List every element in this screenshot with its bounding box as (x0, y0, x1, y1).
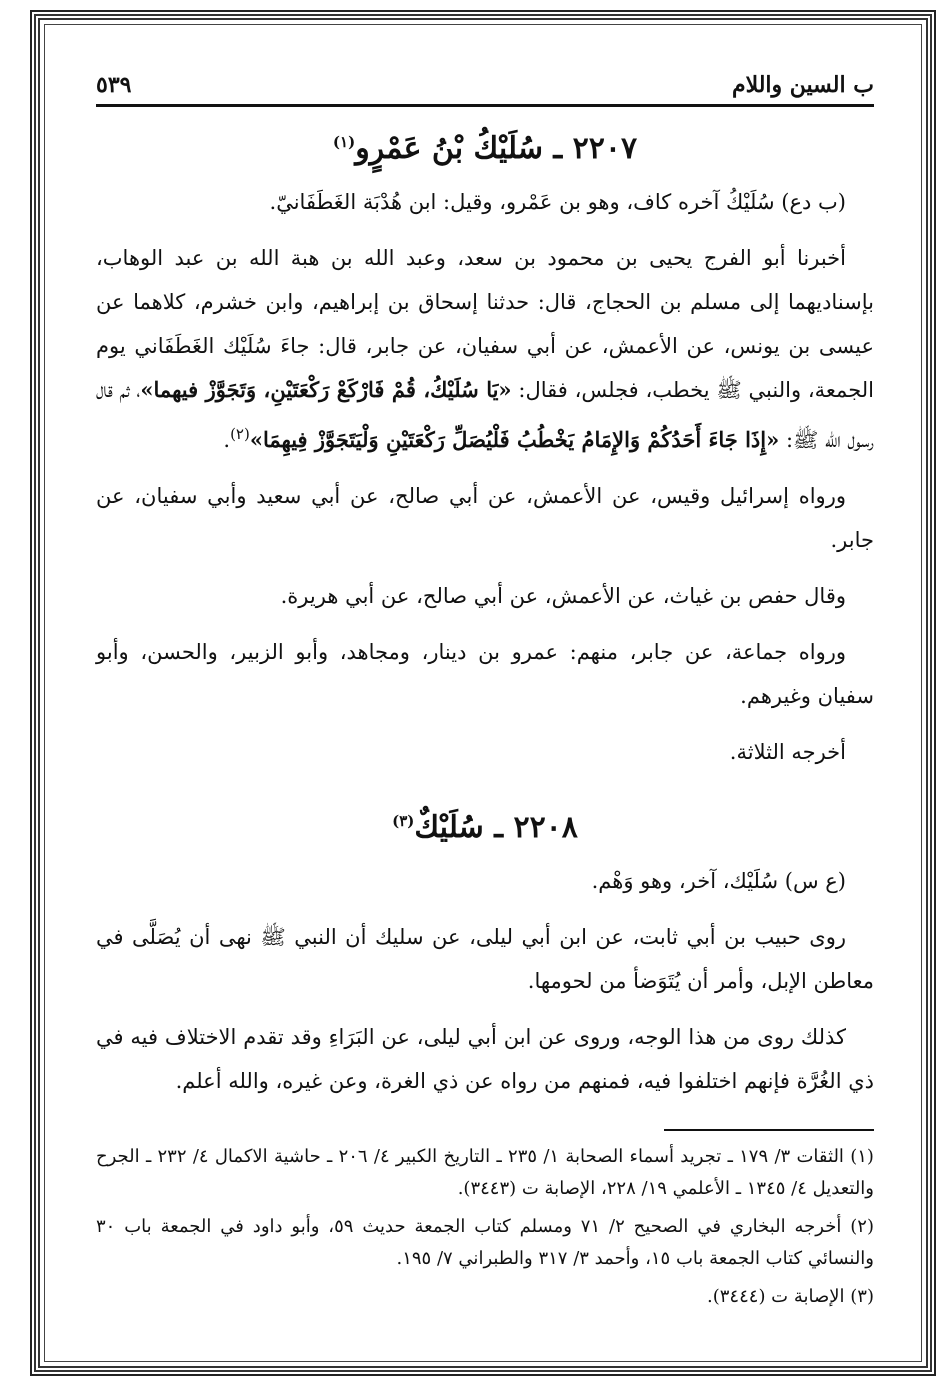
footnote-2: (٢) أخرجه البخاري في الصحيح ٢/ ٧١ ومسلم كتاب الجمعة حديث ٥٩، وأبو داود في الجمعة باب ٣٠ والنسائي كتاب الجمعة باب ١٥، وأحمد ٣/ ٣١٧ والطبراني ٧/ ١٩٥. (96, 1216, 874, 1269)
running-header (96, 70, 874, 107)
entry-heading-text: ٢٢٠٧ ـ سُلَيْكُ بْنُ عَمْرٍو (355, 131, 638, 166)
footnote-ref-3: (٣) (392, 812, 415, 830)
entry-heading-2208 (96, 808, 874, 847)
entry1-takhrij: أخرجه الثلاثة. (729, 740, 846, 764)
entry-heading-2207 (96, 129, 874, 168)
footnote-1: (١) الثقات ٣/ ١٧٩ ـ تجريد أسماء الصحابة ١/ ٢٣٥ ـ التاريخ الكبير ٤/ ٢٠٦ ـ حاشية الاكمال ٤/ ٢٣٢ ـ الجرح والتعديل ٤/ ١٣٤٥ ـ الأعلمي ١٩/ ٢٢٨، الإصابة ت (٣٤٤٣). (96, 1146, 874, 1199)
footnote-ref-2: (٢) (230, 425, 250, 443)
entry2-hadith: روى حبيب بن أبي ثابت، عن ابن أبي ليلى، عن سليك أن النبي ﷺ نهى أن يُصَلَّى في معاطن الإبل، وأمر أن يُتَوَضأ من لحومها. (96, 925, 874, 993)
footnote-3: (٣) الإصابة ت (٣٤٤٤). (707, 1286, 874, 1307)
entry1-narration-group: ورواه جماعة، عن جابر، منهم: عمرو بن دينار، ومجاهد، وأبو الزبير، والحسن، وأبو سفيان وغيرهم. (96, 640, 874, 708)
entry2-commentary: كذلك روى من هذا الوجه، وروى عن ابن أبي ليلى، عن البَرَاءِ وقد تقدم الاختلاف فيه في ذي الغُرَّة فإنهم اختلفوا فيه، فمنهم من رواه عن ذي الغرة، وعن غيره، والله أعلم. (96, 1025, 874, 1093)
page-number: ٥٣٩ (96, 72, 132, 98)
hadith-quote-1: «يَا سُلَيْكُ، قُمْ فَارْكَعْ رَكْعَتَيْنِ، وَتَجَوَّزْ فيهما» (140, 377, 512, 402)
hadith-quote-2: «إِذَا جَاءَ أَحَدُكُمْ وَالإِمَامُ يَخْطُبُ فَلْيُصَلِّ رَكْعَتَيْنِ وَلْيَتَجَوَّزْ فِيهِمَا» (249, 427, 780, 452)
entry-heading-text: ٢٢٠٨ ـ سُلَيْكٌ (414, 810, 578, 845)
chapter-title: ب السين واللام (731, 72, 874, 98)
entry1-hadith-paragraph (96, 236, 874, 462)
entry1-narration-israil: ورواه إسرائيل وقيس، عن الأعمش، عن أبي صالح، عن أبي سعيد وأبي سفيان، عن جابر. (96, 484, 874, 552)
hadith-end: . (223, 428, 231, 452)
hadith-isnad-text: أخبرنا أبو الفرج يحيى بن محمود بن سعد، وعبد الله بن هبة الله بن عبد الوهاب، بإسناديهما إلى مسلم بن الحجاج، قال: حدثنا إسحاق بن إبراهيم، وابن خشرم، كلاهما عن عيسى بن يونس، عن الأعمش، عن أبي سفيان، عن جابر، قال: جاءَ سُلَيْك الغَطَفَاني يوم الجمعة، والنبي ﷺ يخطب، فجلس، فقال: (96, 246, 874, 402)
footnote-separator (664, 1129, 874, 1131)
hadith-mid-text: ، ثم قال رسول الله ﷺ: (96, 378, 874, 452)
footnote-ref-1: (١) (332, 133, 356, 151)
entry1-intro: (ب دع) سُلَيْكُ آخره كاف، وهو بن عَمْرو، وقيل: ابن هُدْبَة الغَطَفَانيّ. (269, 190, 846, 214)
entry2-intro: (ع س) سُلَيْك، آخر، وهو وَهْم. (591, 869, 846, 893)
page-content (96, 70, 874, 1319)
entry1-narration-hafs: وقال حفص بن غياث، عن الأعمش، عن أبي صالح، عن أبي هريرة. (280, 584, 846, 608)
